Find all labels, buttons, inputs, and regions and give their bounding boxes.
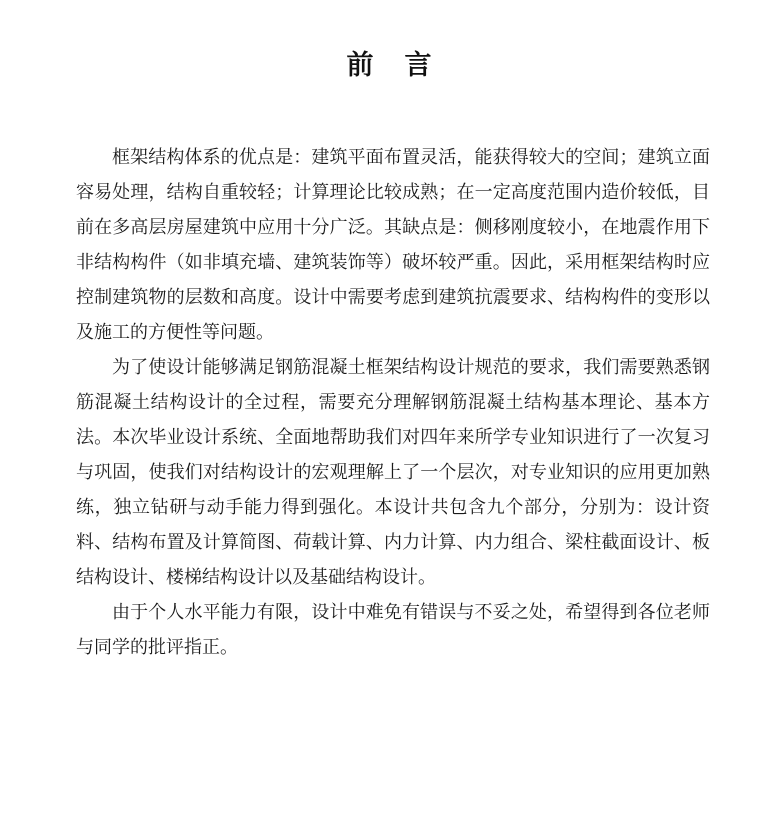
document-body	[76, 140, 710, 665]
page-title: 前 言	[346, 50, 434, 80]
paragraph-advantages-disadvantages: 框架结构体系的优点是：建筑平面布置灵活，能获得较大的空间；建筑立面容易处理，结构自重较轻；计算理论比较成熟；在一定高度范围内造价较低，目前在多高层房屋建筑中应用十分广泛。其缺点是：侧移刚度较小，在地震作用下非结构构件（如非填充墙、建筑装饰等）破坏较严重。因此，采用框架结构时应控制建筑物的层数和高度。设计中需要考虑到建筑抗震要求、结构构件的变形以及施工的方便性等问题。	[76, 147, 710, 342]
paragraph-closing-remarks: 由于个人水平能力有限，设计中难免有错误与不妥之处，希望得到各位老师与同学的批评指正。	[76, 602, 710, 657]
paragraph-design-purpose: 为了使设计能够满足钢筋混凝土框架结构设计规范的要求，我们需要熟悉钢筋混凝土结构设计的全过程，需要充分理解钢筋混凝土结构基本理论、基本方法。本次毕业设计系统、全面地帮助我们对四年来所学专业知识进行了一次复习与巩固，使我们对结构设计的宏观理解上了一个层次，对专业知识的应用更加熟练，独立钻研与动手能力得到强化。本设计共包含九个部分，分别为：设计资料、结构布置及计算简图、荷载计算、内力计算、内力组合、梁柱截面设计、板结构设计、楼梯结构设计以及基础结构设计。	[76, 357, 710, 587]
